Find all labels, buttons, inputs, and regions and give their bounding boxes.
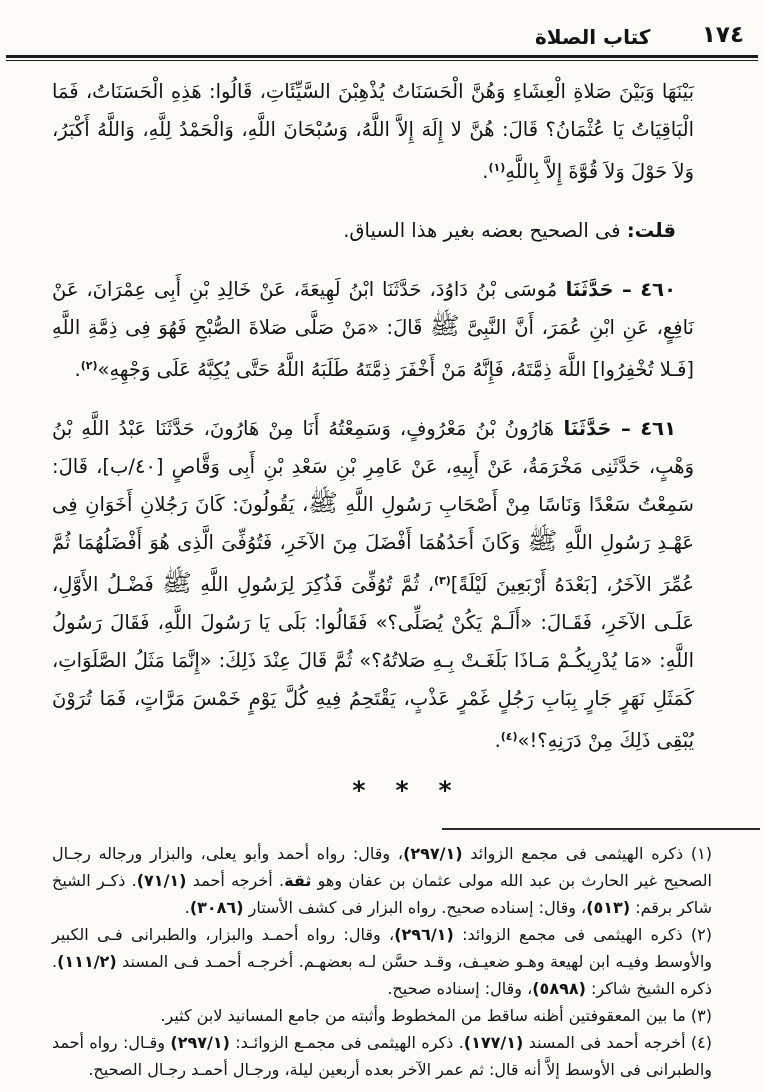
footnote-reference: (٢)	[80, 359, 98, 372]
footnote	[52, 921, 712, 1002]
text-run: ، وقال: رواه أحمـد والبزار، والطبرانى فـى الكبير والأوسط وفيـه ابن لهيعة وهـو ضعيـف، وقـد حسَّن لـه بعضهـم. أخرجـه أحمـد فـى المسند	[52, 925, 712, 971]
text-run: (١) ذكره الهيثمى فى مجمع الزوائد	[462, 844, 713, 863]
star-glyph: *	[438, 776, 452, 805]
bold-text: ثقة	[284, 871, 312, 890]
footnote-reference: (٤)	[500, 730, 518, 743]
header-rule	[6, 55, 758, 61]
text-run: (٢) ذكره الهيثمى فى مجمع الزوائد:	[453, 925, 713, 944]
hadith-paragraph	[52, 271, 694, 389]
footnotes-block	[52, 840, 712, 1083]
bold-text: (٣٠٨٦)	[189, 898, 244, 917]
bold-text: (٧١/١)	[136, 871, 187, 890]
bold-text: قلت:	[626, 219, 676, 242]
bold-text: (٢٩٧/١)	[403, 844, 463, 863]
bold-text: (٥١٣)	[586, 898, 631, 917]
book-title: كتاب الصلاة	[535, 25, 651, 49]
saw-honorific-symbol: ﷺ	[308, 488, 338, 517]
text-run: وَكَانَ أَحَدُهُمَا أَفْضَلَ مِنَ الآخَرِ، فَتُوُفِّىَ الَّذِى هُوَ أَفْضَلُهُمَا ثُمَّ عُمِّرَ الآخَرُ، [بَعْدَهُ أَرْبَعِينَ لَيْلَةً]	[52, 531, 694, 596]
page-number: ١٧٤	[701, 22, 744, 48]
text-run: وقـال: رواه أحمد والطبرانى فى الأوسط إلاَّ أنه قال: ثم عمر الآخر بعده أربعين ليلة، ورجـال أحمـد رجـال الصحيح.	[52, 1033, 712, 1079]
page-header	[0, 0, 764, 51]
hadith-paragraph	[52, 410, 694, 760]
saw-honorific-symbol: ﷺ	[162, 568, 192, 597]
footnote	[52, 840, 712, 921]
text-run: .	[482, 160, 489, 183]
footnote-separator-rule	[442, 828, 760, 830]
text-run: . ذكـر الشيخ شاكر برقم:	[52, 871, 712, 917]
star-glyph: *	[395, 776, 409, 805]
star-glyph: *	[352, 776, 366, 805]
text-run: (٤) أخرجه أحمد فى المسند	[523, 1033, 712, 1052]
footnote-reference: (٣)	[434, 574, 451, 587]
bold-text: (١١١/٢)	[57, 952, 117, 971]
footnote	[52, 1029, 712, 1083]
saw-honorific-symbol: ﷺ	[430, 311, 460, 340]
text-run: قَالَ: «مَنْ صَلَّى صَلاةَ الصُّبْحِ فَهُوَ فِى ذِمَّةِ اللَّهِ [فَـلا تُخْفِرُوا] اللَّهَ ذِمَّتَهُ، فَإِنَّهُ مَنْ أَخْفَرَ ذِمَّتَهُ طَلَبَهُ اللَّهُ حَتَّى يُكِبَّهُ عَلَى وَجْهِهِ»	[52, 316, 694, 381]
bold-text: (١٧٧/١)	[463, 1033, 524, 1052]
header-rule-thin-line	[6, 60, 758, 61]
text-run: ، وقال: رواه أحمد وأبو يعلى، والبزار ورجاله رجـال الصحيح غير الحارث بن عبد الله مولى عثمان بن عفان وهو	[52, 844, 713, 890]
text-run: .	[74, 358, 81, 381]
bold-text: (٥٨٩٨)	[532, 979, 586, 998]
text-run: . ذكره الهيثمى فى مجمـع الزوائـد:	[229, 1033, 464, 1052]
text-run: فى الصحيح بعضه بغير هذا السياق.	[343, 219, 627, 242]
text-run: ، وقال: إسناده صحيح.	[387, 979, 533, 998]
text-run: ، ثُمَّ تُوُفِّىَ فَذُكِرَ لِرَسُولِ اللَّهِ	[191, 573, 435, 596]
text-run: ، يَقُولُونَ: كَانَ رَجُلانِ أَخَوَانِ فِى عَهْـدِ رَسُولِ اللَّهِ	[52, 493, 694, 554]
saw-honorific-symbol: ﷺ	[527, 526, 558, 555]
text-run: بَيْنَهَا وَبَيْنَ صَلاةِ الْعِشَاءِ وَهُنَّ الْحَسَنَاتُ يُذْهِبْنَ السَّيِّئَاتِ، قَالُوا: هَذِهِ الْحَسَنَاتُ، فَمَا الْبَاقِيَاتُ يَا عُثْمَانُ؟ قَالَ: هُنَّ لا إِلَهَ إِلاَّ اللَّهُ، وَسُبْحَانَ اللَّهِ، وَالْحَمْدُ لِلَّهِ، وَاللَّهُ أَكْبَرُ، وَلاَ حَوْلَ وَلاَ قُوَّةَ إِلاَّ بِاللَّهِ	[52, 80, 694, 183]
text-run: .	[494, 729, 501, 752]
text-run: ، وقال: إسناده صحيح. رواه البزار فى كشف الأستار	[243, 898, 587, 917]
text-run: هَارُونُ بْنُ مَعْرُوفٍ، وَسَمِعْتُهُ أَنَا مِنْ هَارُونَ، حَدَّثَنَا عَبْدُ اللَّهِ بْنُ وَهْبٍ، حَدَّثَنِى مَخْرَمَةُ، عَنْ أَبِيهِ، عَنْ عَامِرِ بْنِ سَعْدِ بْنِ أَبِى وَقَّاصٍ [٤٠/ب]، قَالَ: سَمِعْتُ سَعْدًا وَنَاسًا مِنْ أَصْحَابِ رَسُولِ اللَّهِ	[52, 417, 694, 516]
footnote-reference: (١)	[488, 161, 506, 174]
author-comment-paragraph	[52, 212, 694, 250]
text-run: (٣) ما بين المعقوفتين أظنه ساقط من المخطوط وأثبته من جامع المسانيد لابن كثير.	[160, 1006, 712, 1025]
matn-paragraph	[52, 73, 694, 191]
text-run: فَضْـلُ الأَوَّلِ، عَلَـى الآخَرِ، فَقَـالَ: «أَلَـمْ يَكُنْ يُصَلِّى؟» فَقَالُوا: بَلَى يَا رَسُولَ اللَّهِ، فَقَالَ رَسُولُ اللَّهِ: «مَا يُدْرِيكُـمْ مَـاذَا بَلَغَـتْ بِـهِ صَلاتُهُ؟» ثُمَّ قَالَ عِنْدَ ذَلِكَ: «إِنَّمَا مَثَلُ الصَّلَوَاتِ، كَمَثَلِ نَهَرٍ جَارٍ بِبَابِ رَجُلٍ غَمْرٍ عَذْبٍ، يَقْتَحِمُ فِيهِ كُلَّ يَوْمٍ خَمْسَ مَرَّاتٍ، فَمَا تُرَوْنَ يُبْقِى ذَلِكَ مِنْ دَرَنِهِ؟!»	[52, 573, 694, 752]
footnote	[52, 1002, 712, 1029]
text-run: .	[184, 898, 190, 917]
bold-text: ٤٦١ – حَدَّثَنَا	[553, 417, 676, 440]
text-run: . أخرجه أحمد	[186, 871, 285, 890]
text-run: مُوسَى بْنُ دَاوُدَ، حَدَّثَنَا ابْنُ لَهِيعَةَ، عَنْ خَالِدِ بْنِ أَبِى عِمْرَانَ، عَنْ نَافِعٍ، عَنِ ابْنِ عُمَرَ، أَنَّ النَّبِىَّ	[52, 278, 694, 339]
bold-text: (٢٩٧/١)	[170, 1033, 230, 1052]
bold-text: (٢٩٦/١)	[394, 925, 454, 944]
header-rule-thick-line	[6, 55, 758, 58]
text-run: . ذكره الشيخ شاكر:	[52, 952, 712, 998]
main-text	[52, 73, 694, 760]
section-divider-stars	[40, 776, 764, 806]
bold-text: ٤٦٠ – حَدَّثَنَا	[557, 278, 676, 301]
